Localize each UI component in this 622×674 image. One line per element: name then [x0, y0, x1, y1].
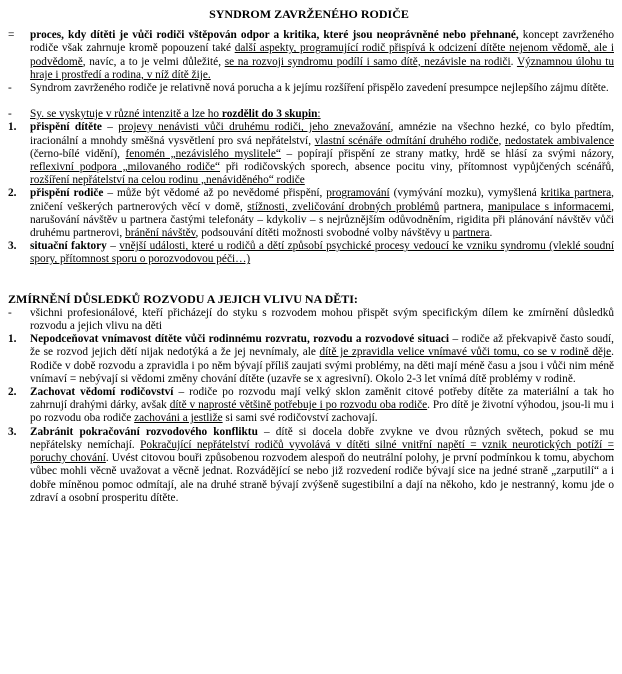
- definition-text: .: [510, 55, 517, 68]
- equals-marker: =: [8, 29, 15, 42]
- definition-underline-child: se na rozvoji syndromu podílí i samo dítě, nezávisle na rodiči: [224, 55, 511, 68]
- section-lead: [4, 307, 614, 333]
- definition-paragraph: [4, 29, 614, 82]
- forms-lead: Sy. se vyskytuje v různé intenzitě a lze ho: [30, 108, 222, 121]
- definition-underline-environment: Významnou úlohu tu hraje i prostředí a rodina, v níž dítě žije.: [30, 55, 614, 81]
- section-title: ZMÍRNĚNÍ DŮSLEDKŮ ROZVODU A JEJICH VLIVU NA DĚTI:: [8, 291, 358, 306]
- forms-list: [4, 121, 614, 266]
- item-head: Zachovat vědomí rodičovství: [30, 386, 174, 399]
- item-head: situační faktory: [30, 240, 107, 253]
- list-item: 3. Zabránit pokračování rozvodového konfliktu – dítě si docela dobře zvykne ve dvou různých světech, pokud se mu nepřátelsky nemíchají. Pokračující nepřátelství rodičů vyvolává v dítěti silné vnitřní napětí = vznik neurotických potíží = poruchy chování. Uvést citovou bouři způsobenou rozvodem alespoň do neutrální polohy, je první podmínkou k tomu, abychom vůbec mohli věcně uvažovat a věcně jednat. Rozvádějící se nebo již rozvedení rodiče bývají sice na jedné straně „zarputilí“ a i dobře míněnou pomoc odmítají, ale na druhé straně bývají zvýšeně sugestibilní a dají na někoho, kdo je nestranný, komu jde o zdraví a osobní prosperitu dítěte.: [4, 426, 614, 505]
- definition-bold: proces, kdy dítěti je vůči rodiči vštěpován odpor a kritika, které jsou neoprávněné nebo přehnané,: [30, 29, 519, 42]
- definition-underline-aspects: další aspekty, programující rodič přispívá k odcizení dítěte nejenom vědomě, ale i podvědomě: [30, 42, 614, 68]
- item-number: 2.: [8, 187, 17, 200]
- dash-marker: -: [8, 82, 12, 95]
- forms-groups: rozdělit do 3 skupin: [221, 108, 318, 121]
- definition-text: , navíc, a to je velmi důležité,: [82, 55, 225, 68]
- list-item: 1. Nepodceňovat vnímavost dítěte vůči rodinnému rozvratu, rozvodu a rozvodové situaci – rodiče až překvapivě často soudí, že se rozvod jejich dětí nijak nedotýká a že jej nevnímaly, ale dítě je zpravidla velice vnímavé vůči tomu, co se v rodině děje. Rodiče v době rozvodu a zpravidla i po něm bývají příliš zaujati svými problémy, na děti mají méně času a jsou i vůči nim méně vnímaví = nebývají si vědomi změny chování dítěte (uzavře se x agresivní). Okolo 2-3 let vnímá dítě problémy v rodině.: [4, 333, 614, 386]
- bullet-text: Syndrom zavrženého rodiče je relativně nová porucha a k jejímu rozšíření přispělo zavedení presumpce nejlepšího zájmu dítěte.: [30, 82, 609, 95]
- item-number: 2.: [8, 386, 17, 399]
- list-item: 1. přispění dítěte – projevy nenávisti vůči druhému rodiči, jeho znevažování, amnézie na všechno hezké, co bylo předtím, iracionální a mnohdy směšná vysvětlení pro svá nepřátelství, vlastní scénáře odmítání druhého rodiče, nedostatek ambivalence (černo-bílé vidění), fenomén „nezávislého myslitele“ – popírají přispění ze strany matky, hrdě se hlásí za svými názory, reflexivní podpora „milovaného rodiče“ při rodičovských sporech, absence pocitu viny, přítomnost vypůjčených scénářů, rozšíření nepřátelství na celou rodinu „nenáviděného“ rodiče: [4, 121, 614, 187]
- bullet-forms: [4, 108, 614, 121]
- forms-colon: :: [317, 108, 321, 121]
- item-head: přispění dítěte: [30, 121, 102, 134]
- dash-marker: -: [8, 108, 12, 121]
- list-item: 2. přispění rodiče – může být vědomé až po nevědomé přispění, programování (vymývání mozku), vymyšlená kritika partnera, zničení veškerých partnerových věcí v domě, stížnosti, zveličování drobných problémů partnera, manipulace s informacemi, narušování návštěv u partnera častými telefonáty – kdykoliv – s nejrůznějším odůvodněním, rigidita při plánování návštěv vůči druhému partnerovi, bránění návštěv, podsouvání dítěti možnosti svobodné volby návštěvy u partnera.: [4, 187, 614, 240]
- item-head: Zabránit pokračování rozvodového konfliktu: [30, 425, 258, 438]
- item-head: přispění rodiče: [30, 187, 104, 200]
- item-head: Nepodceňovat vnímavost dítěte vůči rodinnému rozvratu, rozvodu a rozvodové situaci: [30, 333, 450, 346]
- definition-text: koncept zavrženého rodiče však zahrnuje kromě popouzení také: [30, 29, 614, 55]
- item-number: 1.: [8, 121, 17, 134]
- item-number: 1.: [8, 333, 17, 346]
- list-item: 3. situační faktory – vnější události, které u rodičů a dětí způsobí psychické procesy vedoucí ke vzniku syndromu (vleklé soudní spory, přítomnost sporu o porozvodovou péči…): [4, 240, 614, 266]
- dash-marker: -: [8, 306, 12, 319]
- item-number: 3.: [8, 425, 17, 438]
- item-number: 3.: [8, 240, 17, 253]
- list-item: 2. Zachovat vědomí rodičovství – rodiče po rozvodu mají velký sklon zaměnit citové potřeby dítěte za materiální a tak ho zahrnují drahými dárky, avšak dítě v naprosté většině potřebuje i po rozvodu oba rodiče. Pro dítě je životní výhodou, jsou-li mu i po rozvodu oba rodiče zachováni a jestliže si sami své rodičovství zachovají.: [4, 386, 614, 426]
- mitigation-list: [4, 333, 614, 505]
- document-title: SYNDROM ZAVRŽENÉHO RODIČE: [209, 7, 409, 21]
- section-lead-text: všichni profesionálové, kteří přicházejí do styku s rozvodem mohou přispět svým specifickým dílem ke zmírnění důsledků rozvodu a jejich vlivu na děti: [30, 306, 614, 333]
- bullet-relatively-new: [4, 82, 614, 95]
